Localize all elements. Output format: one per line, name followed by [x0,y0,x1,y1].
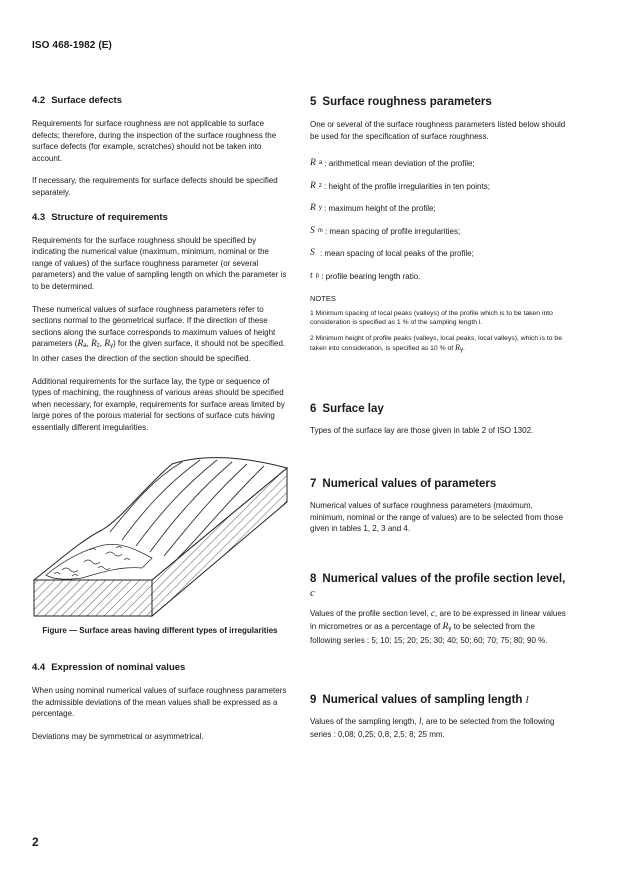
note-1: 1 Minimum spacing of local peaks (valleys) of the profile which is to be taken into consideration is specified as 1 % of the sampling length l. [310,309,553,327]
section-6 [310,402,566,437]
section-8-heading: 8 Numerical values of the profile section level, c [310,573,566,599]
section-8-para-1: Values of the profile section level, c, are to be expressed in linear values in micrometres or as a percentage of Ry to be selected from the following series : 5; 10; 15; 20; 25; 30; 40; 50; 60; 70; 75; 80; 90 %. [310,609,566,646]
section-9 [310,693,566,740]
page-number: 2 [32,835,39,849]
parameter-sm: S m : mean spacing of profile irregularities; [310,225,461,236]
parameter-tp: t p : profile bearing length ratio. [310,270,421,281]
section-6-para-1: Types of the surface lay are those given in table 2 of ISO 1302. [310,426,534,435]
section-4-2-para-1: Requirements for surface roughness are not applicable to surface defects; therefore, during the inspection of the surface roughness the surface defects (for example, scratches) should not be taken into account. [32,119,277,163]
section-4-2-heading: 4.2 Surface defects [32,95,122,106]
section-8 [310,572,566,647]
parameter-s: S : mean spacing of local peaks of the profile; [310,248,474,259]
parameter-ry: R y : maximum height of the profile; [310,203,436,214]
section-5-heading: 5 Surface roughness parameters [310,96,492,108]
surface-block-illustration [32,450,292,620]
section-9-heading: 9 Numerical values of sampling length l [310,694,529,706]
note-2: 2 Minimum height of profile peaks (valleys, local peaks, local valleys), which is to be taken into consideration, is specified as 10 % of Ry. [310,334,562,354]
section-5-para-1: One or several of the surface roughness parameters listed below should be used for the specification of surface roughness. [310,120,566,141]
section-4-4-para-1: When using nominal numerical values of surface roughness parameters the admissible deviations of the mean values shall be expressed as a percentage. [32,686,287,719]
parameter-ra: R a : arithmetical mean deviation of the profile; [310,157,475,168]
section-4-4 [32,662,288,742]
section-4-4-heading: 4.4 Expression of nominal values [32,662,186,673]
notes-title: NOTES [310,293,336,303]
section-9-para-1: Values of the sampling length, l, are to be selected from the following series : 0,08; 0,25; 0,8; 2,5; 8; 25 mm. [310,717,555,739]
section-7 [310,477,566,535]
figure-caption: Figure — Surface areas having different types of irregularities [42,626,278,635]
document-header: ISO 468-1982 (E) [32,40,112,51]
surface-areas-figure [32,450,292,620]
section-4-4-para-2: Deviations may be symmetrical or asymmetrical. [32,731,204,741]
parameter-list [310,152,566,288]
section-6-heading: 6 Surface lay [310,403,384,415]
section-7-para-1: Numerical values of surface roughness parameters (maximum, minimum, nominal or the range of values) are to be selected from those given in tables 1, 2, 3 and 4. [310,501,564,534]
section-4-3-para-3: Additional requirements for the surface lay, the type or sequence of types of machining, the roughness of various areas should be specified when necessary, for example, requirements for surface areas limited by large pores of the porous material for sections of surface cuts having essentially different irregularities. [32,376,285,432]
left-column [32,95,288,433]
section-4-3-para-2: These numerical values of surface roughness parameters refer to sections normal to the geometrical surface. If the direction of these sections along the surface corresponds to maximum values of height parameters (Ra, Rz, Ry) for the given surface, it should not be specified. In other cases the direction of the section should be specified. [32,304,286,363]
parameter-rz: R z : height of the profile irregularities in ten points; [310,180,490,191]
section-4-3-heading: 4.3 Structure of requirements [32,211,168,223]
right-column [310,95,566,356]
section-7-heading: 7 Numerical values of parameters [310,478,497,490]
section-4-3-para-1: Requirements for the surface roughness should be specified by indicating the numerical value (maximum, minimum, nominal or the range of values) of the surface roughness parameter (or several parameters) and the value of sampling length on which the parameter is to be determined. [32,235,287,291]
section-4-2-para-2: If necessary, the requirements for surface defects should be specified separately. [32,176,278,197]
